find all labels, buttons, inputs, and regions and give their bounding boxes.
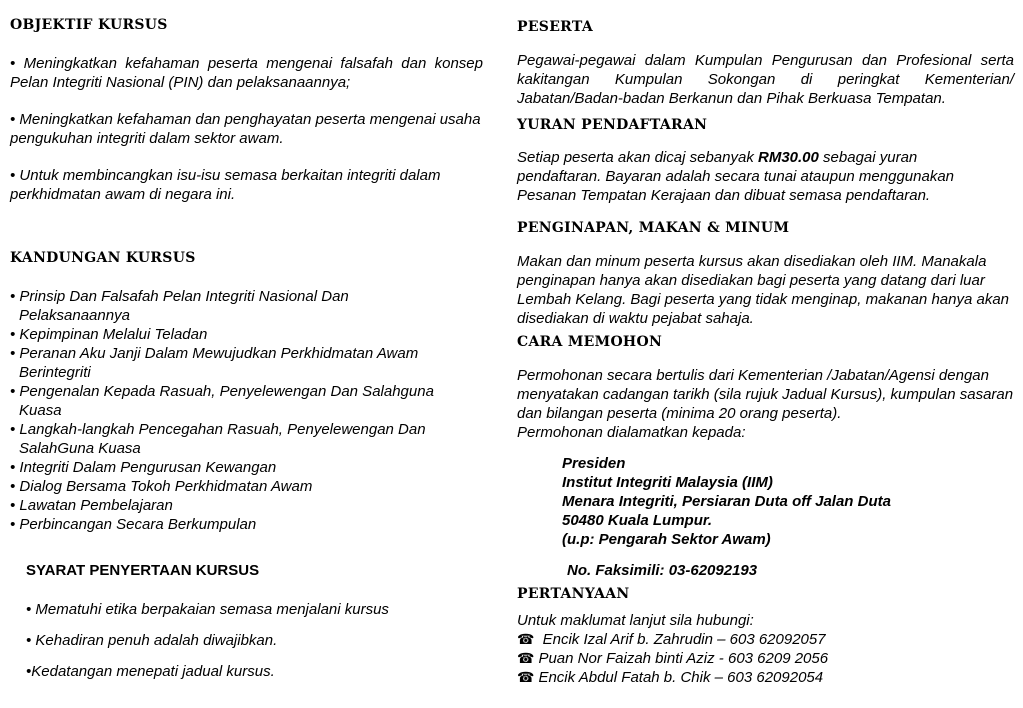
contact-text: Encik Izal Arif b. Zahrudin – 603 62092057: [538, 631, 826, 648]
objektif-item-3: • Untuk membincangkan isu-isu semasa berkaitan integriti dalam perkhidmatan awam di negara ini.: [10, 167, 441, 203]
syarat-item-3: •Kedatangan menepati jadual kursus.: [26, 663, 275, 680]
kandungan-item: • Lawatan Pembelajaran: [10, 497, 173, 514]
contact-row: [517, 668, 823, 687]
address-line: 50480 Kuala Lumpur.: [562, 512, 713, 529]
yuran-amount: RM30.00: [758, 149, 819, 166]
yuran-text-before: Setiap peserta akan dicaj sebanyak: [517, 149, 758, 166]
address-line: Institut Integriti Malaysia (IIM): [562, 474, 773, 491]
syarat-item-1: • Mematuhi etika berpakaian semasa menjalani kursus: [26, 601, 389, 618]
kandungan-item: • Perbincangan Secara Berkumpulan: [10, 516, 257, 533]
objektif-item-1: • Meningkatkan kefahaman peserta mengenai falsafah dan konsep Pelan Integriti Nasional (PIN) dan pelaksanaannya;: [10, 55, 483, 91]
penginapan-heading: PENGINAPAN, MAKAN & MINUM: [517, 220, 790, 236]
cara-text-2: Permohonan dialamatkan kepada:: [517, 424, 746, 441]
objektif-heading: OBJEKTIF KURSUS: [10, 17, 168, 33]
penginapan-text: Makan dan minum peserta kursus akan disediakan oleh IIM. Manakala penginapan hanya akan disediakan bagi peserta yang datang dari luar Lembah Kelang. Bagi peserta yang tidak menginap, makanan hanya akan disediakan di waktu pejabat sahaja.: [517, 253, 1010, 327]
cara-heading: CARA MEMOHON: [517, 334, 663, 350]
yuran-text: [517, 148, 987, 205]
phone-icon: ☎: [517, 631, 535, 647]
cara-text: Permohonan secara bertulis dari Kementerian /Jabatan/Agensi dengan menyatakan cadangan tarikh (sila rujuk Jadual Kursus), kumpulan sasaran dan bilangan peserta (minima 20 orang peserta).: [517, 367, 1014, 422]
phone-icon: ☎: [517, 669, 535, 685]
contact-row: [517, 630, 826, 649]
kandungan-item: • Prinsip Dan Falsafah Pelan Integriti Nasional Dan Pelaksanaannya: [10, 288, 349, 324]
kandungan-item: • Peranan Aku Janji Dalam Mewujudkan Perkhidmatan Awam Berintegriti: [10, 345, 419, 381]
pertanyaan-intro: Untuk maklumat lanjut sila hubungi:: [517, 612, 754, 629]
syarat-item-2: • Kehadiran penuh adalah diwajibkan.: [26, 632, 278, 649]
kandungan-item: • Kepimpinan Melalui Teladan: [10, 326, 208, 343]
contact-row: [517, 649, 828, 668]
peserta-text: Pegawai-pegawai dalam Kumpulan Pengurusan dan Profesional serta kakitangan Kumpulan Sokongan di peringkat Kementerian/ Jabatan/Badan-badan Berkanun dan Pihak Berkuasa Tempatan.: [517, 52, 1014, 107]
objektif-item-2: • Meningkatkan kefahaman dan penghayatan peserta mengenai usaha pengukuhan integriti dalam sektor awam.: [10, 111, 481, 147]
kandungan-item: • Integriti Dalam Pengurusan Kewangan: [10, 459, 277, 476]
address-line: (u.p: Pengarah Sektor Awam): [562, 531, 771, 548]
contact-text: Encik Abdul Fatah b. Chik – 603 62092054: [538, 669, 824, 686]
yuran-heading: YURAN PENDAFTARAN: [517, 117, 708, 133]
yuran-text-after: sebagai yuran pendaftaran. Bayaran adalah secara tunai ataupun menggunakan Pesanan Tempatan Kerajaan dan dibuat semasa pendaftaran.: [517, 149, 954, 204]
kandungan-item: • Dialog Bersama Tokoh Perkhidmatan Awam: [10, 478, 313, 495]
address-block: [562, 454, 891, 549]
phone-icon: ☎: [517, 650, 535, 666]
syarat-heading: SYARAT PENYERTAAN KURSUS: [26, 562, 260, 579]
fax-number: No. Faksimili: 03-62092193: [567, 562, 758, 579]
peserta-heading: PESERTA: [517, 19, 593, 35]
contact-text: Puan Nor Faizah binti Aziz - 603 6209 2056: [538, 650, 829, 667]
pertanyaan-heading: PERTANYAAN: [517, 586, 630, 602]
address-line: Presiden: [562, 455, 626, 472]
kandungan-list: [10, 287, 460, 534]
kandungan-item: • Langkah-langkah Pencegahan Rasuah, Penyelewengan Dan SalahGuna Kuasa: [10, 421, 426, 457]
kandungan-heading: KANDUNGAN KURSUS: [10, 250, 196, 266]
kandungan-item: • Pengenalan Kepada Rasuah, Penyelewengan Dan Salahguna Kuasa: [10, 383, 434, 419]
address-line: Menara Integriti, Persiaran Duta off Jalan Duta: [562, 493, 891, 510]
